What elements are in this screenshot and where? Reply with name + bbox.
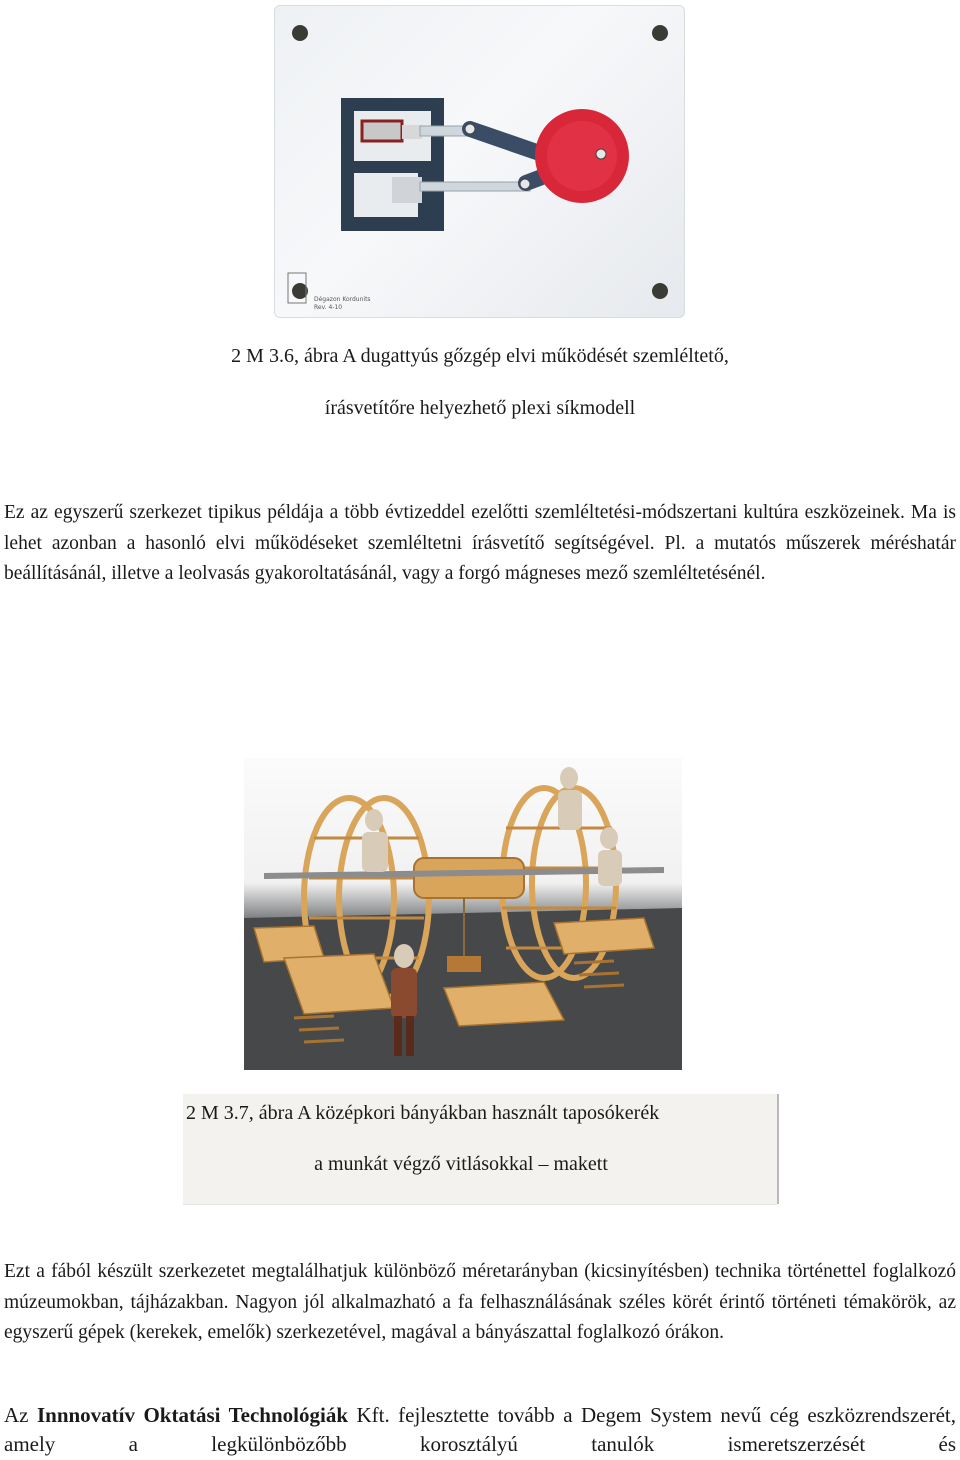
- bucket: [447, 956, 481, 972]
- paragraph-1: Ez az egyszerű szerkezet tipikus példája a több évtizeddel ezelőtti szemléltetési-módszertani kultúra eszközeinek. Ma is lehet azonban a hasonló elvi működéseket szemléltetni írásvetítő segítségével. Pl. a mutatós műszerek méréshatár beállításánál, illetve a leolvasás gyakoroltatásánál, vagy a forgó mágneses mező szemléltetésénél.: [4, 502, 956, 584]
- company-name: Innnovatív Oktatási Technológiák: [36, 1403, 348, 1427]
- steam-engine-illustration: [274, 5, 685, 318]
- screw-hole-top-right: [652, 25, 668, 41]
- label-text-line1: Dégazon Kordunits: [314, 296, 371, 303]
- caption-figure2-line1: 2 M 3.7, ábra A középkori bányákban használt taposókerék: [186, 1102, 660, 1124]
- paragraph-3-rest: Kft. fejlesztette tovább a Degem System nevű cég eszközrendszerét, amely a legkülönbözőbb korosztályú tanulók ismeretszerzését és: [4, 1403, 956, 1456]
- caption-figure2-line2: a munkát végző vitlásokkal – makett: [314, 1153, 608, 1175]
- screw-hole-bottom-right: [652, 283, 668, 299]
- caption-figure1-line1: 2 M 3.6, ábra A dugattyús gőzgép elvi működését szemléltető,: [231, 345, 729, 367]
- screw-hole-top-left: [292, 25, 308, 41]
- figure-treadwheel-model: [244, 758, 682, 1070]
- paragraph-3-prefix: Az: [4, 1403, 37, 1427]
- paragraph-3: [4, 1401, 956, 1459]
- worker-figure-foreground: [391, 968, 417, 1018]
- figure-steam-engine-model: [274, 5, 685, 318]
- winding-drum: [414, 858, 524, 898]
- label-text-line2: Rev. 4-10: [314, 304, 343, 311]
- paragraph-2: Ezt a fából készült szerkezetet megtalálhatjuk különböző méretarányban (kicsinyítésben) technika történettel foglalkozó múzeumokban, tájházakban. Nagyon jól alkalmazható a fa felhasználásának széles körét érintő történeti témakörök, az egyszerű gépek (kerekek, emelők) szerkezetével, magával a bányászattal foglalkozó órákon.: [4, 1261, 956, 1343]
- treadwheel-illustration: [244, 758, 682, 1070]
- cylinder-frame: [341, 98, 444, 231]
- flywheel: [535, 109, 629, 203]
- caption-figure1-line2: írásvetítőre helyezhető plexi síkmodell: [324, 397, 636, 419]
